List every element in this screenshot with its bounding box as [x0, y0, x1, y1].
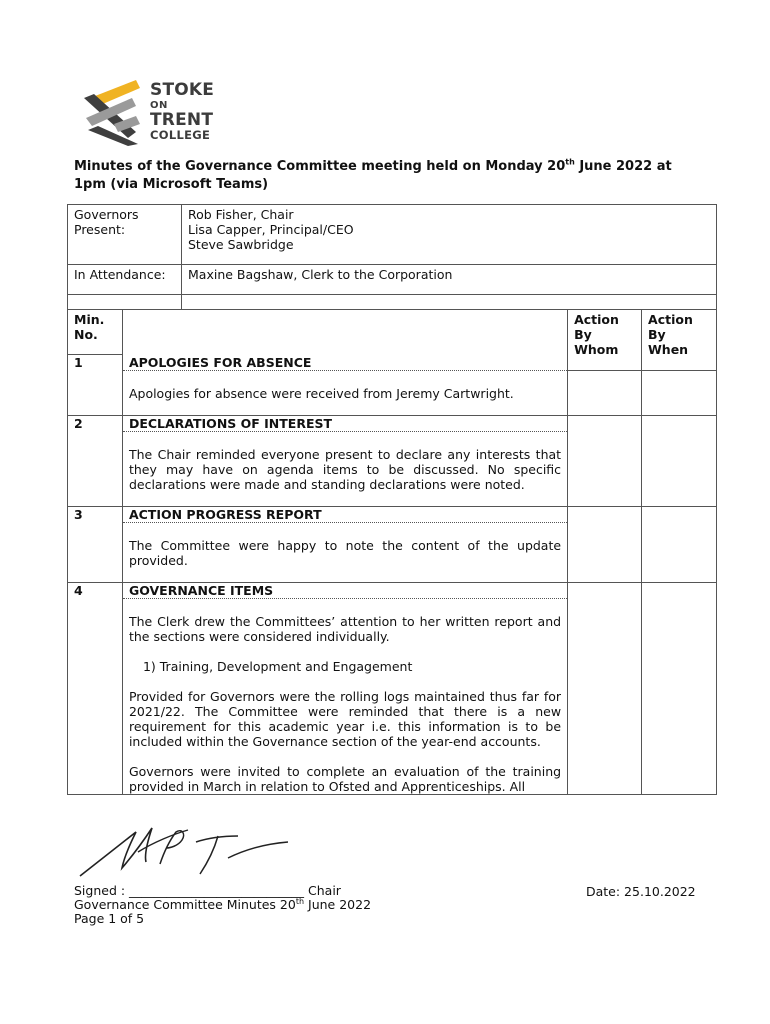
item-heading: ACTION PROGRESS REPORT: [122, 506, 567, 522]
minutes-table: [67, 309, 717, 795]
item-body: [122, 522, 567, 582]
signed-date: Date: 25.10.2022: [586, 884, 696, 899]
logo-line-stoke: STOKE: [150, 80, 215, 100]
item-number: 3: [68, 506, 123, 522]
in-attendance-label: In Attendance:: [68, 265, 182, 295]
when-1: Action: [648, 312, 693, 327]
action-when-cell: [642, 370, 717, 415]
empty-cell: [68, 431, 123, 506]
signed-line: Signed : ____________________________ Chair: [74, 883, 341, 898]
logo-line-college: COLLEGE: [150, 128, 211, 142]
when-2: By: [648, 327, 666, 342]
action-by-when-header: [642, 310, 717, 371]
governors-label-2: Present:: [74, 222, 126, 237]
doc-title-text-2: June 2022: [304, 897, 372, 912]
action-whom-cell: [568, 582, 642, 794]
empty-cell: [68, 370, 123, 415]
empty-cell: [68, 522, 123, 582]
empty-cell: [68, 598, 123, 794]
item-number: 4: [68, 582, 123, 598]
doc-title-text: Governance Committee Minutes 20: [74, 897, 296, 912]
item-body: [122, 370, 567, 415]
logo-line-trent: TRENT: [150, 110, 214, 130]
title-text: Minutes of the Governance Committee meeting held on Monday 20: [74, 159, 566, 174]
item-body: [122, 598, 567, 794]
governors-label-1: Governors: [74, 207, 139, 222]
action-whom-cell: [568, 415, 642, 506]
item-text: The Chair reminded everyone present to declare any interests that they may have on agenda items to be discussed. No specific declarations were made and standing declarations were noted.: [128, 446, 562, 492]
item-body: [122, 431, 567, 506]
title-sup: th: [565, 157, 575, 167]
doc-title-sup: th: [295, 896, 305, 906]
empty-cell: [182, 295, 717, 310]
whom-2: By: [574, 327, 592, 342]
action-when-cell: [642, 506, 717, 582]
item-text-3: Governors were invited to complete an evaluation of the training provided in March in relation to Ofsted and Apprenticeships. All: [128, 763, 562, 794]
governors-label: [68, 205, 182, 265]
item-number: 1: [68, 355, 123, 371]
attendance-table: [67, 204, 717, 310]
page-number: Page 1 of 5: [74, 911, 145, 926]
title-line-2: 1pm (via Microsoft Teams): [74, 177, 269, 192]
action-whom-cell: [568, 370, 642, 415]
logo-line-on: ON: [150, 100, 168, 111]
in-attendance-value: Maxine Bagshaw, Clerk to the Corporation: [182, 265, 717, 295]
empty-cell: [68, 295, 182, 310]
min-no-header: [68, 310, 123, 355]
governors-list: [182, 205, 717, 265]
action-when-cell: [642, 582, 717, 794]
item-number: 2: [68, 415, 123, 431]
min-header-2: No.: [74, 327, 98, 342]
action-by-whom-header: [568, 310, 642, 371]
footer-left: [74, 884, 371, 926]
title-text-2: June 2022 at: [574, 159, 672, 174]
item-subheading: 1) Training, Development and Engagement: [142, 658, 413, 674]
blank-header: [122, 310, 567, 355]
whom-3: Whom: [574, 342, 619, 357]
item-text-2: Provided for Governors were the rolling logs maintained thus far for 2021/22. The Committee were reminded that there is a new requirement for this academic year i.e. this information is to be included within the Governance section of the year-end accounts.: [128, 688, 562, 749]
item-heading: DECLARATIONS OF INTEREST: [122, 415, 567, 431]
when-3: When: [648, 342, 689, 357]
governor-name: Steve Sawbridge: [188, 237, 294, 252]
item-text: The Committee were happy to note the content of the update provided.: [128, 537, 562, 568]
item-heading: APOLOGIES FOR ABSENCE: [122, 355, 567, 371]
handwritten-signature: [78, 818, 298, 880]
footer-doc-title: [74, 898, 371, 912]
action-when-cell: [642, 415, 717, 506]
item-text: The Clerk drew the Committees’ attention to her written report and the sections were considered individually.: [128, 613, 562, 644]
action-whom-cell: [568, 506, 642, 582]
document-title: [74, 158, 704, 194]
min-header-1: Min.: [74, 312, 105, 327]
item-text: Apologies for absence were received from Jeremy Cartwright.: [128, 385, 514, 401]
logo-mark-icon: [84, 80, 144, 146]
governor-name: Rob Fisher, Chair: [188, 207, 294, 222]
item-heading: GOVERNANCE ITEMS: [122, 582, 567, 598]
college-logo: [84, 80, 224, 146]
governor-name: Lisa Capper, Principal/CEO: [188, 222, 354, 237]
whom-1: Action: [574, 312, 619, 327]
